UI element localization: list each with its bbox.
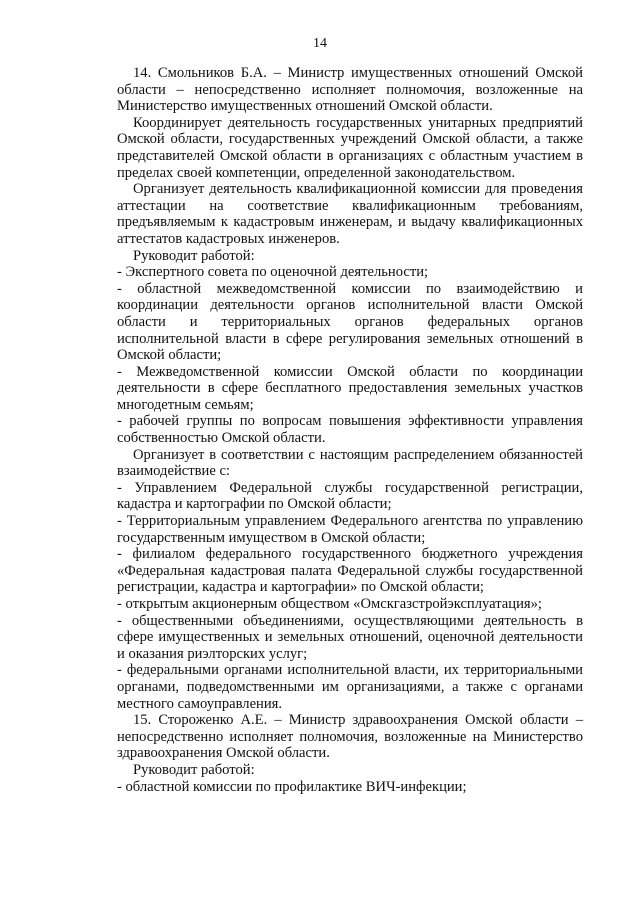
list-item: - филиалом федерального государственного бюджетного учреждения «Федеральная кадастровая палата Федеральной службы государственной регистрации, кадастра и картографии» по Омской области; xyxy=(117,546,583,596)
list-item: - областной межведомственной комиссии по взаимодействию и координации деятельности органов исполнительной власти Омской области и территориальных органов федеральных органов исполнительной власти в сфере регулирования земельных отношений в Омской области; xyxy=(117,280,583,364)
list-item: - федеральными органами исполнительной власти, их территориальными органами, подведомственными им организациями, а также с органами местного самоуправления. xyxy=(117,662,583,712)
paragraph-leads-work-2: Руководит работой: xyxy=(133,761,255,778)
paragraph-interaction: Организует в соответствии с настоящим распределением обязанностей взаимодействие с: xyxy=(117,446,583,480)
list-item: - общественными объединениями, осуществляющими деятельность в сфере имущественных и земельных отношений, оценочной деятельности и оказания риэлторских услуг; xyxy=(117,612,583,662)
paragraph-item-14: 14. Смольников Б.А. – Министр имущественных отношений Омской области – непосредственно исполняет полномочия, возложенные на Министерство имущественных отношений Омской области. xyxy=(117,65,583,115)
list-item: - рабочей группы по вопросам повышения эффективности управления собственностью Омской области. xyxy=(117,413,583,447)
list-item: - Территориальным управлением Федерального агентства по управлению государственным имуществом в Омской области; xyxy=(117,513,583,546)
list-item: - открытым акционерным обществом «Омскгазстройэксплуатация»; xyxy=(117,596,542,612)
paragraph-leads-work: Руководит работой: xyxy=(133,247,255,264)
paragraph-coordinates: Координирует деятельность государственных унитарных предприятий Омской области, государственных учреждений Омской области, а также представителей Омской области в организациях с областным участием в пределах своей компетенции, определенной законодательством. xyxy=(117,114,583,181)
list-item: - Межведомственной комиссии Омской области по координации деятельности в сфере бесплатного предоставления земельных участков многодетным семьям; xyxy=(117,363,583,413)
paragraph-organizes-commission: Организует деятельность квалификационной комиссии для проведения аттестации на соответствие квалификационным требованиям, предъявляемым к кадастровым инженерам, и выдачу квалификационных аттестатов кадастровых инженеров. xyxy=(117,181,583,247)
list-item: - Экспертного совета по оценочной деятельности; xyxy=(117,264,429,281)
page-number: 14 xyxy=(313,36,327,51)
list-item: - областной комиссии по профилактике ВИЧ-инфекции; xyxy=(117,778,467,795)
paragraph-item-15: 15. Стороженко А.Е. – Министр здравоохранения Омской области – непосредственно исполняет полномочия, возложенные на Министерство здравоохранения Омской области. xyxy=(117,712,583,762)
list-item: - Управлением Федеральной службы государственной регистрации, кадастра и картографии по Омской области; xyxy=(117,479,583,513)
document-body xyxy=(117,65,583,795)
